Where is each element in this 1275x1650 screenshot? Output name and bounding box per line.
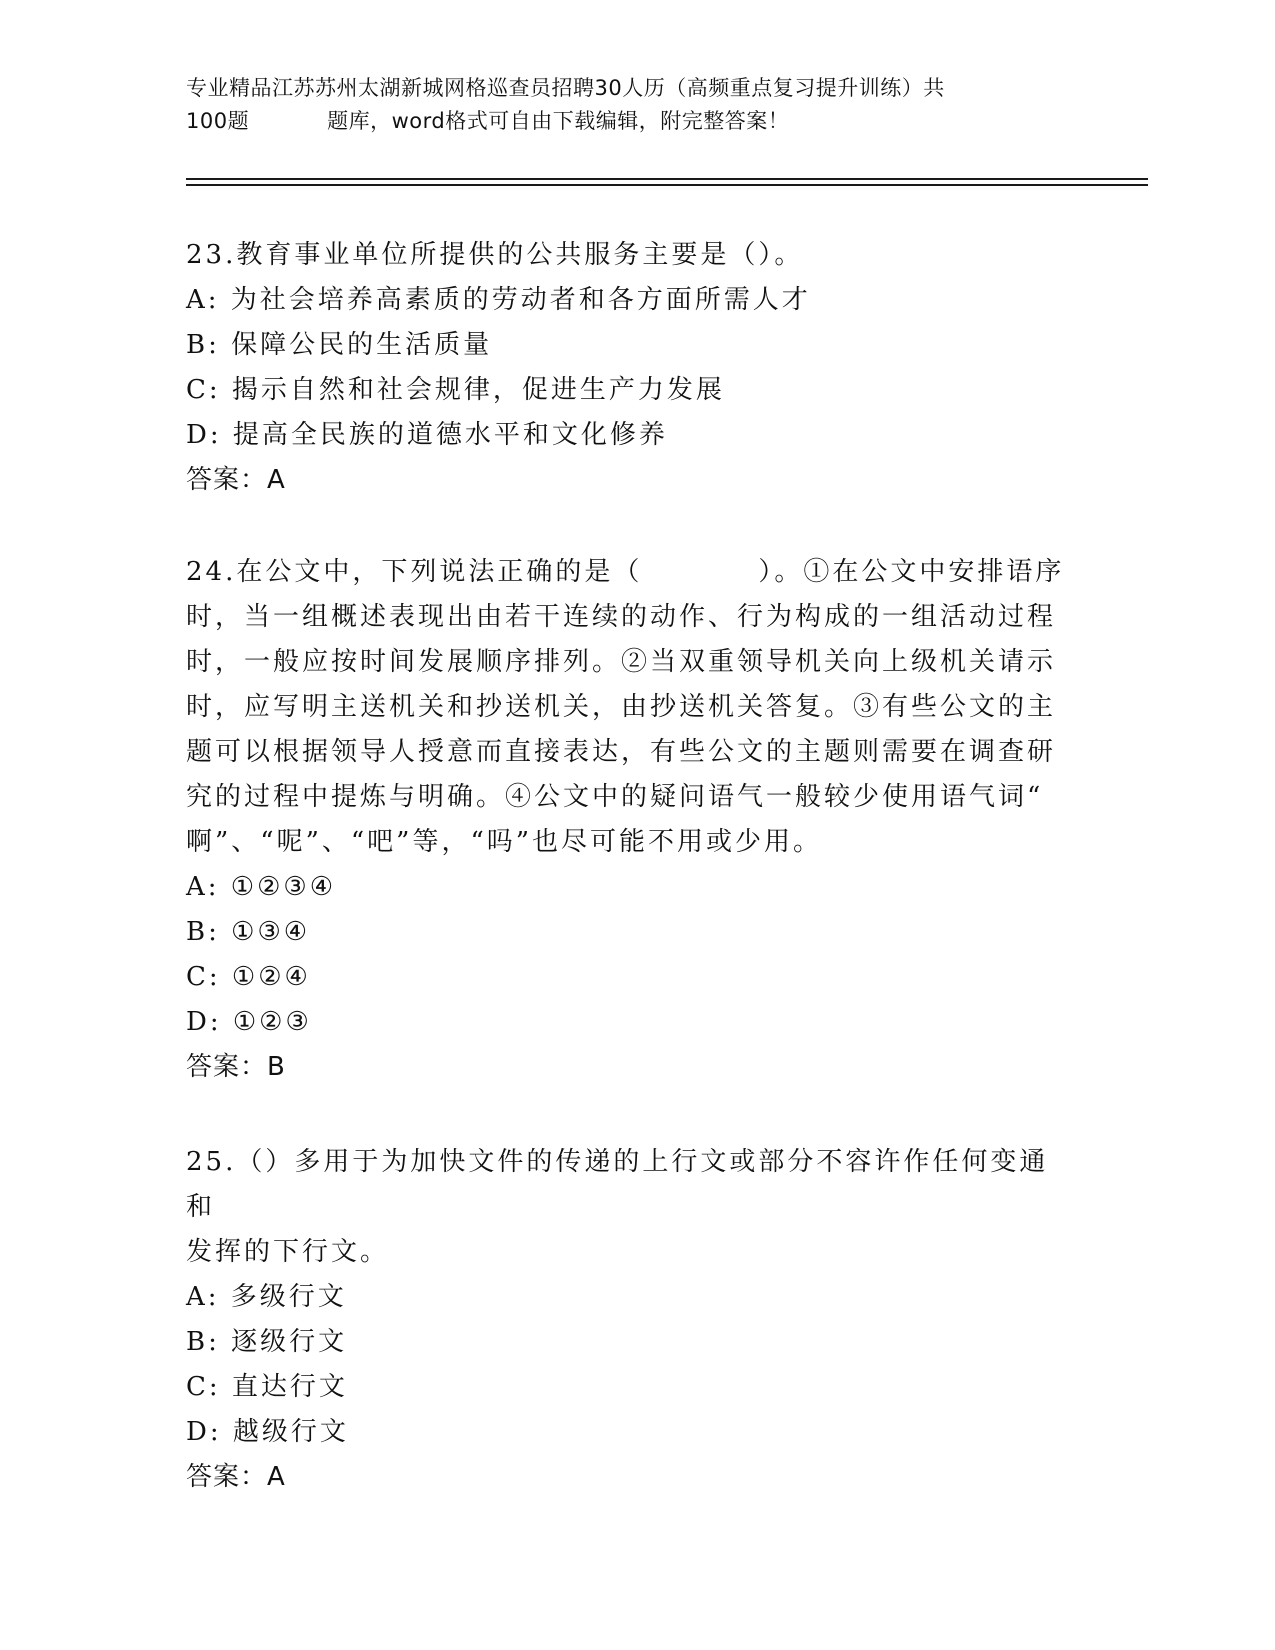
option-c: C: 揭示自然和社会规律，促进生产力发展 [186, 375, 725, 405]
question-stem-line: 24.在公文中，下列说法正确的是（ ）。①在公文中安排语序 [186, 557, 1065, 587]
header-line-2-left: 100题 [186, 109, 250, 133]
option-d: D: 提高全民族的道德水平和文化修养 [186, 420, 668, 450]
answer: 答案：B [186, 1052, 286, 1082]
answer: 答案：A [186, 1462, 286, 1492]
header-line-2-right: 题库，word格式可自由下载编辑，附完整答案！ [327, 109, 790, 133]
question-stem-line: 时，当一组概述表现出由若干连续的动作、行为构成的一组活动过程 [186, 602, 1057, 632]
header-line-1: 专业精品江苏苏州太湖新城网格巡查员招聘30人历（高频重点复习提升训练）共 [186, 76, 945, 100]
option-b: B: ①③④ [186, 917, 311, 947]
question-25 [186, 1140, 1066, 1500]
answer: 答案：A [186, 465, 286, 495]
header-line-2 [186, 105, 1086, 138]
question-stem-line: 25.（）多用于为加快文件的传递的上行文或部分不容许作任何变通和 [186, 1147, 1049, 1222]
option-a: A: 多级行文 [186, 1282, 347, 1312]
option-b: B: 逐级行文 [186, 1327, 348, 1357]
question-stem-line: 发挥的下行文。 [186, 1237, 390, 1267]
option-a: A: 为社会培养高素质的劳动者和各方面所需人才 [186, 285, 811, 315]
question-stem-line: 时，应写明主送机关和抄送机关，由抄送机关答复。③有些公文的主 [186, 692, 1057, 722]
question-23 [186, 233, 1066, 503]
option-c: C: 直达行文 [186, 1372, 348, 1402]
option-c: C: ①②④ [186, 962, 311, 992]
question-stem: 23.教育事业单位所提供的公共服务主要是（）。 [186, 240, 804, 270]
question-24 [186, 550, 1066, 1090]
page-header [186, 72, 1086, 138]
question-stem-line: 究的过程中提炼与明确。④公文中的疑问语气一般较少使用语气词“ [186, 782, 1044, 812]
header-divider-bottom [186, 184, 1148, 186]
question-stem-line: 时，一般应按时间发展顺序排列。②当双重领导机关向上级机关请示 [186, 647, 1057, 677]
question-stem-line: 题可以根据领导人授意而直接表达，有些公文的主题则需要在调查研 [186, 737, 1057, 767]
question-stem-line: 啊”、“呢”、“吧”等，“吗”也尽可能不用或少用。 [186, 827, 823, 857]
header-divider-top [186, 178, 1148, 180]
option-a: A: ①②③④ [186, 872, 337, 902]
option-d: D: ①②③ [186, 1007, 312, 1037]
option-b: B: 保障公民的生活质量 [186, 330, 493, 360]
option-d: D: 越级行文 [186, 1417, 349, 1447]
